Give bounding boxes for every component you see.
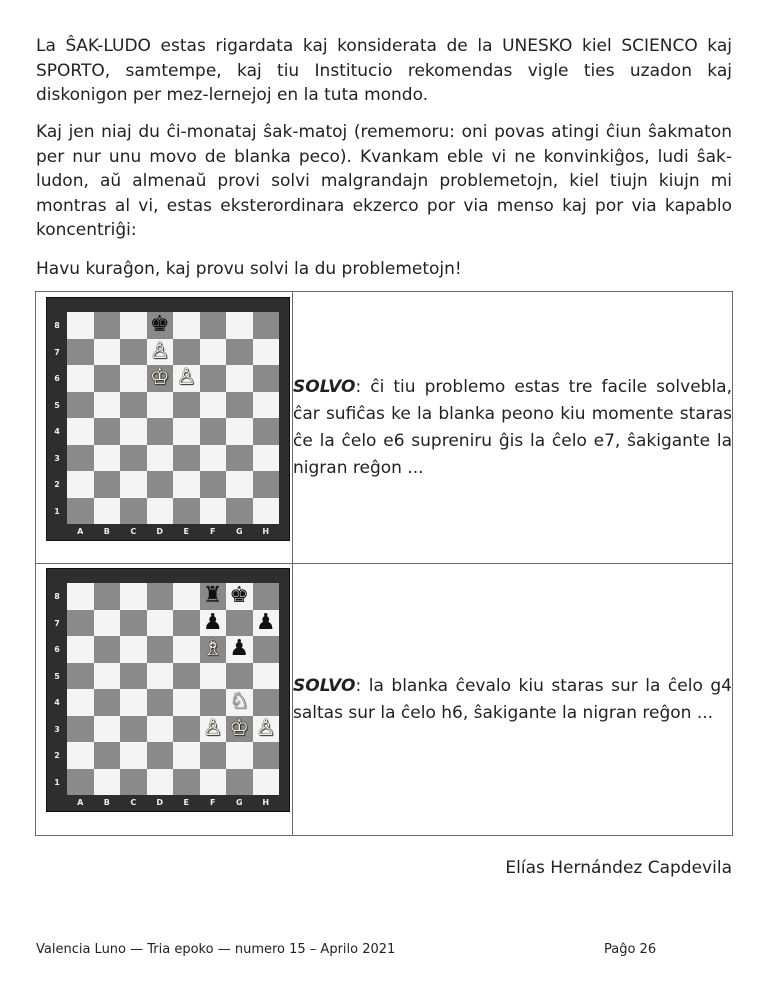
square-c8 [120, 583, 147, 610]
square-h4 [253, 689, 280, 716]
rank-label-3: 3 [54, 724, 60, 734]
square-a6 [67, 365, 94, 392]
black-piece-d8: ♚ [149, 312, 170, 338]
square-e2 [173, 742, 200, 769]
challenge-paragraph: Havu kuraĝon, kaj provu solvi la du problemetojn! [36, 259, 462, 279]
square-a4 [67, 418, 94, 445]
footer-page-number: Paĝo 26 [604, 942, 657, 957]
footer-publication: Valencia Luno — Tria epoko — numero 15 – Aprilo 2021 [36, 942, 396, 957]
file-label-b: B [103, 527, 110, 536]
square-h4 [253, 418, 280, 445]
square-c8 [120, 312, 147, 339]
author-signature: Elías Hernández Capdevila [505, 858, 732, 878]
square-b6 [94, 636, 121, 663]
chess-board-1 [46, 297, 290, 541]
square-d5 [147, 663, 174, 690]
square-f2 [200, 471, 227, 498]
square-e5 [173, 663, 200, 690]
file-label-a: A [77, 798, 84, 807]
square-g7 [226, 339, 253, 366]
square-g8 [226, 583, 253, 610]
square-f5 [200, 392, 227, 419]
square-c6 [120, 365, 147, 392]
square-d2 [147, 471, 174, 498]
square-b1 [94, 498, 121, 525]
square-a8 [67, 583, 94, 610]
white-piece-f6: ♗ [202, 636, 223, 662]
square-a8 [67, 312, 94, 339]
solution-text: : la blanka ĉevalo kiu staras sur la ĉelo g4 saltas sur la ĉelo h6, ŝakigante la nigran reĝon ... [293, 675, 732, 723]
square-g1 [226, 769, 253, 796]
square-a1 [67, 498, 94, 525]
square-f2 [200, 742, 227, 769]
board-cell-1 [36, 292, 293, 564]
square-f1 [200, 498, 227, 525]
square-b5 [94, 663, 121, 690]
white-piece-e6: ♙ [176, 365, 197, 391]
file-label-c: C [130, 798, 137, 807]
square-c7 [120, 610, 147, 637]
rank-label-1: 1 [54, 777, 60, 787]
chess-board-2 [46, 568, 290, 812]
square-h5 [253, 663, 280, 690]
square-e7 [173, 339, 200, 366]
square-h1 [253, 498, 280, 525]
square-c5 [120, 663, 147, 690]
rank-label-6: 6 [54, 374, 60, 383]
square-c5 [120, 392, 147, 419]
square-a7 [67, 339, 94, 366]
black-piece-f7: ♟ [202, 609, 223, 635]
white-piece-h3: ♙ [255, 715, 276, 741]
square-a5 [67, 663, 94, 690]
square-a3 [67, 445, 94, 472]
square-d4 [147, 689, 174, 716]
rank-label-5: 5 [54, 671, 60, 681]
square-g4 [226, 689, 253, 716]
square-c4 [120, 689, 147, 716]
square-g2 [226, 742, 253, 769]
square-d3 [147, 445, 174, 472]
square-g5 [226, 392, 253, 419]
solution-1 [293, 374, 732, 482]
puzzle-row-1 [36, 292, 733, 564]
board-squares [67, 583, 279, 795]
square-e8 [173, 312, 200, 339]
square-f8 [200, 583, 227, 610]
square-b4 [94, 689, 121, 716]
square-g3 [226, 716, 253, 743]
file-label-c: C [130, 527, 137, 536]
square-b7 [94, 339, 121, 366]
rank-label-1: 1 [54, 506, 60, 516]
solution-label: SOLVO [293, 376, 356, 397]
solution-label: SOLVO [293, 675, 356, 696]
solution-2 [293, 673, 732, 727]
square-g6 [226, 365, 253, 392]
rank-label-6: 6 [54, 645, 60, 654]
square-h8 [253, 583, 280, 610]
square-g2 [226, 471, 253, 498]
square-h6 [253, 365, 280, 392]
square-b5 [94, 392, 121, 419]
black-piece-g6: ♟ [229, 636, 250, 662]
square-f5 [200, 663, 227, 690]
square-g6 [226, 636, 253, 663]
square-e7 [173, 610, 200, 637]
file-label-a: A [77, 527, 84, 536]
file-label-f: F [210, 798, 216, 807]
square-c3 [120, 716, 147, 743]
square-f7 [200, 339, 227, 366]
square-g7 [226, 610, 253, 637]
square-h8 [253, 312, 280, 339]
rank-label-3: 3 [54, 453, 60, 463]
square-e1 [173, 769, 200, 796]
square-a2 [67, 471, 94, 498]
file-label-h: H [262, 798, 270, 807]
square-e2 [173, 471, 200, 498]
square-c6 [120, 636, 147, 663]
square-d2 [147, 742, 174, 769]
solution-cell-2 [293, 564, 733, 836]
square-f3 [200, 716, 227, 743]
black-piece-f8: ♜ [202, 583, 223, 609]
puzzle-row-2 [36, 564, 733, 836]
white-piece-d7: ♙ [149, 338, 170, 364]
square-h3 [253, 716, 280, 743]
square-h2 [253, 471, 280, 498]
square-d5 [147, 392, 174, 419]
square-b2 [94, 742, 121, 769]
square-a6 [67, 636, 94, 663]
square-b8 [94, 312, 121, 339]
white-piece-g4: ♘ [229, 689, 250, 715]
square-d6 [147, 636, 174, 663]
file-label-b: B [103, 798, 110, 807]
square-g1 [226, 498, 253, 525]
square-d8 [147, 583, 174, 610]
white-piece-d6: ♔ [149, 365, 170, 391]
square-h3 [253, 445, 280, 472]
square-e1 [173, 498, 200, 525]
solution-text: : ĉi tiu problemo estas tre facile solvebla, ĉar sufiĉas ke la blanka peono kiu momente staras ĉe la ĉelo e6 supreniru ĝis la ĉelo e7, ŝakigante la nigran reĝon ... [293, 376, 732, 478]
square-d1 [147, 498, 174, 525]
black-piece-g8: ♚ [229, 583, 250, 609]
body-paragraph: Kaj jen niaj du ĉi-monataj ŝak-matoj (rememoru: oni povas atingi ĉiun ŝakmaton per nur unu movo de blanka peco). Kvankam eble vi ne konvinkiĝos, ludi ŝak-ludon, aŭ almenaŭ provi solvi malgrandajn problemetojn, kiel tiujn kiujn mi montras al vi, estas eksterordinara ekzerco por via menso kaj por via kapablo koncentriĝi: [36, 122, 732, 240]
square-c2 [120, 742, 147, 769]
file-label-e: E [183, 527, 189, 536]
rank-label-8: 8 [54, 321, 60, 330]
solution-cell-1 [293, 292, 733, 564]
rank-label-7: 7 [54, 347, 60, 357]
file-label-f: F [210, 527, 216, 536]
square-b3 [94, 716, 121, 743]
square-g3 [226, 445, 253, 472]
square-e6 [173, 365, 200, 392]
square-e4 [173, 418, 200, 445]
rank-label-7: 7 [54, 618, 60, 628]
file-label-d: D [156, 798, 164, 807]
board-cell-2 [36, 564, 293, 836]
square-b2 [94, 471, 121, 498]
square-e3 [173, 716, 200, 743]
square-h7 [253, 610, 280, 637]
rank-label-4: 4 [54, 427, 60, 436]
square-b1 [94, 769, 121, 796]
square-f1 [200, 769, 227, 796]
square-h2 [253, 742, 280, 769]
square-e8 [173, 583, 200, 610]
rank-label-2: 2 [54, 480, 60, 489]
square-f6 [200, 365, 227, 392]
square-h6 [253, 636, 280, 663]
square-e4 [173, 689, 200, 716]
square-c2 [120, 471, 147, 498]
square-a1 [67, 769, 94, 796]
square-f8 [200, 312, 227, 339]
black-piece-h7: ♟ [255, 609, 276, 635]
square-h1 [253, 769, 280, 796]
square-e5 [173, 392, 200, 419]
white-piece-g3: ♔ [229, 715, 250, 741]
square-c3 [120, 445, 147, 472]
square-c1 [120, 769, 147, 796]
square-b7 [94, 610, 121, 637]
file-label-e: E [183, 798, 189, 807]
square-d7 [147, 610, 174, 637]
square-e6 [173, 636, 200, 663]
square-b8 [94, 583, 121, 610]
white-piece-f3: ♙ [202, 715, 223, 741]
square-f6 [200, 636, 227, 663]
rank-label-4: 4 [54, 698, 60, 707]
square-d3 [147, 716, 174, 743]
square-g5 [226, 663, 253, 690]
square-c4 [120, 418, 147, 445]
square-a7 [67, 610, 94, 637]
square-f7 [200, 610, 227, 637]
square-h7 [253, 339, 280, 366]
rank-label-2: 2 [54, 751, 60, 760]
square-a4 [67, 689, 94, 716]
square-h5 [253, 392, 280, 419]
square-c1 [120, 498, 147, 525]
square-f3 [200, 445, 227, 472]
puzzle-table [35, 291, 733, 836]
square-c7 [120, 339, 147, 366]
rank-label-5: 5 [54, 400, 60, 410]
rank-label-8: 8 [54, 592, 60, 601]
square-e3 [173, 445, 200, 472]
square-g8 [226, 312, 253, 339]
square-f4 [200, 418, 227, 445]
square-b6 [94, 365, 121, 392]
file-label-g: G [235, 527, 243, 536]
square-d6 [147, 365, 174, 392]
intro-paragraph: La ŜAK-LUDO estas rigardata kaj konsiderata de la UNESKO kiel SCIENCO kaj SPORTO, samtempe, kaj tiu Institucio rekomendas vigle ties uzadon kaj diskonigon per mez-lernejoj en la tuta mondo. [36, 36, 732, 105]
square-f4 [200, 689, 227, 716]
square-d7 [147, 339, 174, 366]
board-squares [67, 312, 279, 524]
square-a5 [67, 392, 94, 419]
square-a3 [67, 716, 94, 743]
square-d4 [147, 418, 174, 445]
file-label-h: H [262, 527, 270, 536]
square-a2 [67, 742, 94, 769]
file-label-g: G [235, 798, 243, 807]
file-label-d: D [156, 527, 164, 536]
square-b4 [94, 418, 121, 445]
square-d8 [147, 312, 174, 339]
square-b3 [94, 445, 121, 472]
square-d1 [147, 769, 174, 796]
square-g4 [226, 418, 253, 445]
